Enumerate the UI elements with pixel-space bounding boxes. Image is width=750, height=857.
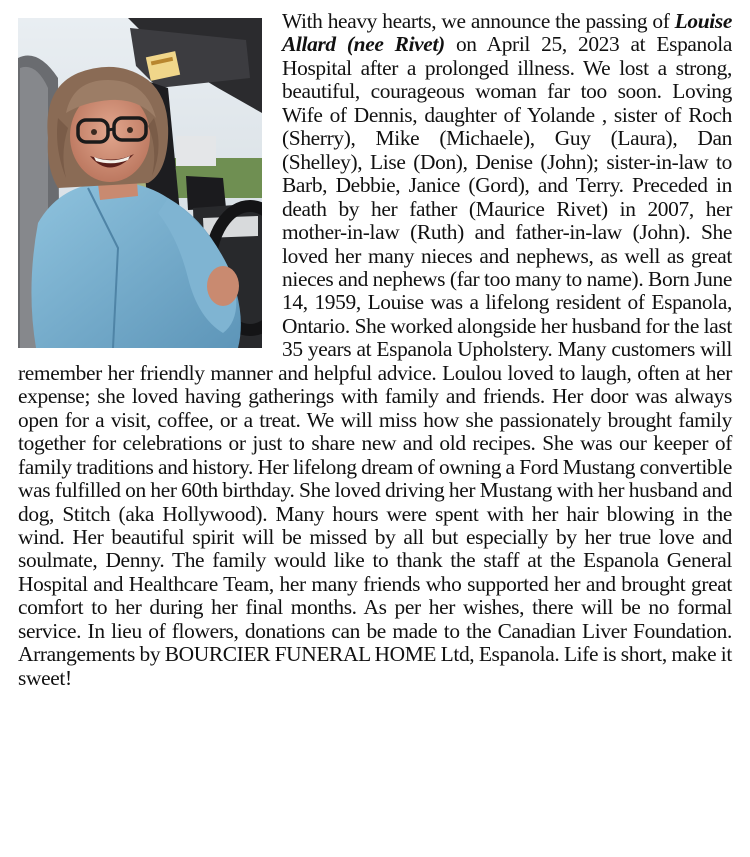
obituary-notice bbox=[18, 10, 732, 690]
portrait-photo bbox=[18, 18, 262, 348]
obituary-body: on April 25, 2023 at Espanola Hospital after a prolonged illness. We lost a strong, beautiful, courageous woman far too soon. Loving Wife of Dennis, daughter of Yolande , sister of Roch (Sherry), Mike (Michaele), Guy (Laura), Dan (Shelley), Lise (Don), Denise (John); sister-in-law to Barb, Debbie, Janice (Gord), and Terry. Preceded in death by her father (Maurice Rivet) in 2007, her mother-in-law (Ruth) and father-in-law (John). She loved her many nieces and nephews, as well as great nieces and nephews (far too many to name). Born June 14, 1959, Louise was a lifelong resident of Espanola, Ontario. She worked alongside her husband for the last 35 years at Espanola Upholstery. Many customers will remember her friendly manner and helpful advice. Loulou loved to laugh, often at her expense; she loved having gatherings with family and friends. Her door was always open for a visit, coffee, or a treat. We will miss how she passionately brought family together for celebrations or just to share new and old recipes. She was our keeper of family traditions and history. Her lifelong dream of owning a Ford Mustang convertible was fulfilled on her 60th birthday. She loved driving her Mustang with her husband and dog, Stitch (aka Hollywood). Many hours were spent with her hair blowing in the wind. Her beautiful spirit will be missed by all but especially by her true love and soulmate, Denny. The family would like to thank the staff at the Espanola General Hospital and Healthcare Team, her many friends who supported her and brought great comfort to her during her final months. As per her wishes, there will be no formal service. In lieu of flowers, donations can be made to the Canadian Liver Foundation. Arrangements by BOURCIER FUNERAL HOME Ltd, Espanola. Life is short, make it sweet! bbox=[18, 32, 732, 690]
deceased-name: Louise Allard (nee Rivet) bbox=[282, 9, 732, 57]
portrait-photo-icon bbox=[18, 18, 262, 348]
obituary-intro: With heavy hearts, we announce the passing of bbox=[282, 9, 675, 33]
